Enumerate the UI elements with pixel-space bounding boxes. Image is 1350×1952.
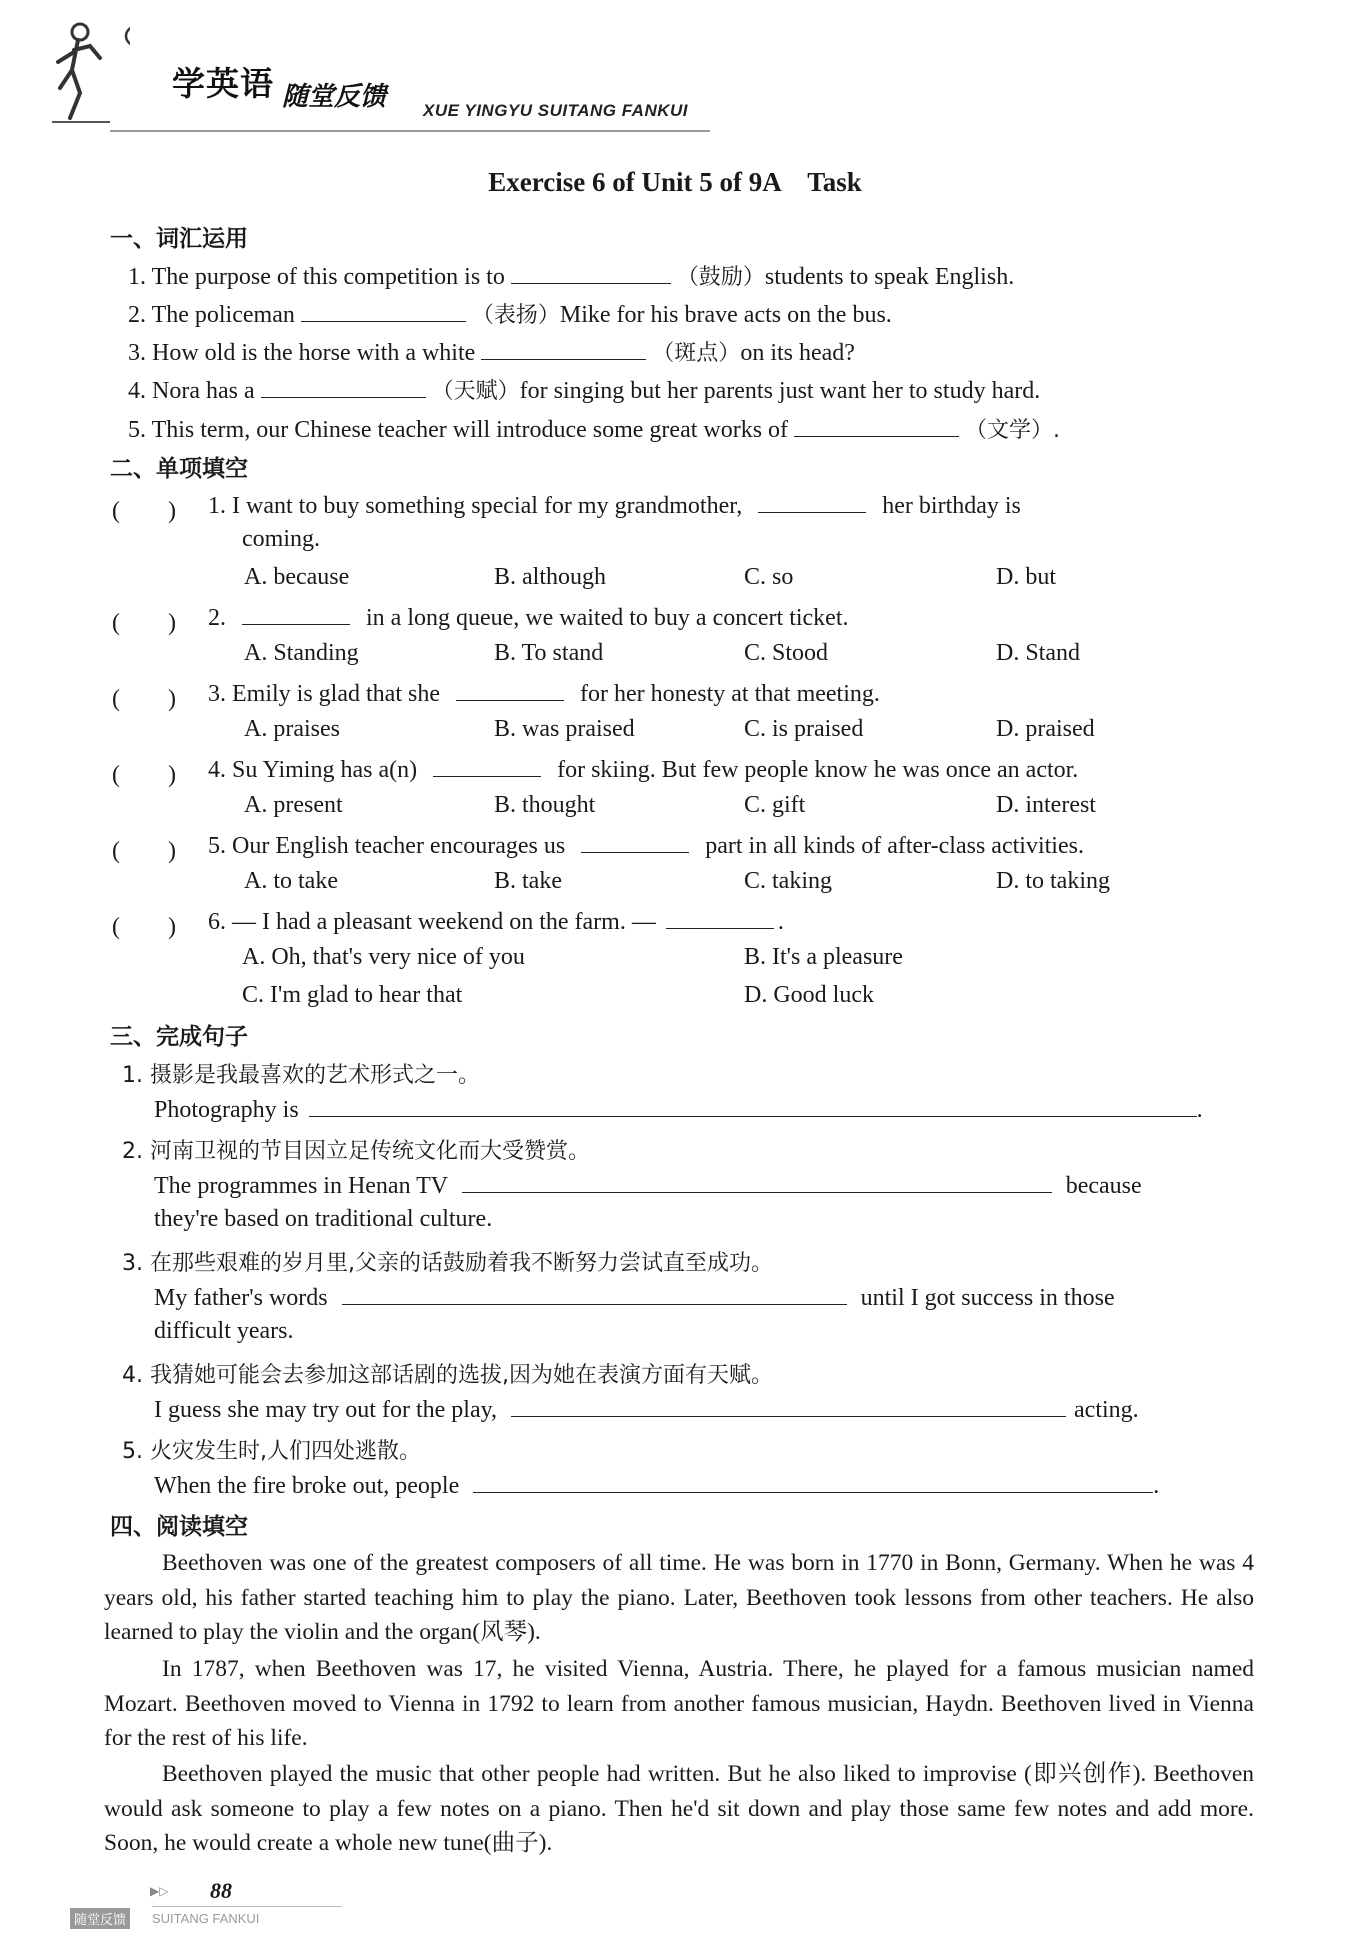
question-text: in a long queue, we waited to buy a concert ticket. — [366, 605, 849, 631]
header-divider — [110, 130, 710, 132]
answer-bracket[interactable]: ( ) — [112, 498, 176, 524]
sentence-text: because — [1065, 1173, 1142, 1199]
brand-subtitle-cn: 随堂反馈 — [282, 82, 387, 112]
sentence-text: My father's words — [154, 1285, 328, 1311]
question-text: 6. — I had a pleasant weekend on the farm. — — [208, 909, 656, 935]
sentence-line — [154, 1394, 1139, 1424]
reading-paragraph — [104, 1652, 1254, 1756]
paragraph-text: In 1787, when Beethoven was 17, he visited Vienna, Austria. There, he played for a famous musician named Mozart. Beethoven moved to Vienna in 1792 to learn from another famous musician, Haydn. Beethoven lived in Vienna for the rest of his life. — [104, 1656, 1254, 1751]
sentence-text: The programmes in Henan TV — [154, 1173, 448, 1199]
page-number: 88 — [210, 1878, 232, 1903]
question-text: 2. The policeman — [128, 302, 301, 328]
answer-blank — [581, 830, 689, 853]
footer-label: SUITANG FANKUI — [152, 1911, 260, 1926]
option-a: A. Standing — [244, 640, 359, 666]
answer-blank — [666, 906, 774, 929]
option-d: D. praised — [996, 716, 1095, 742]
question-text: for skiing. But few people know he was once an actor. — [557, 757, 1079, 783]
answer-bracket[interactable]: ( ) — [112, 686, 176, 712]
hint-text: （鼓励） — [676, 265, 765, 290]
sentence-line — [154, 1282, 1115, 1312]
footer-divider — [152, 1906, 342, 1907]
option-b: B. was praised — [494, 716, 635, 742]
chinese-prompt: 1. 摄影是我最喜欢的艺术形式之一。 — [122, 1063, 480, 1088]
question-text: 3. How old is the horse with a white — [128, 340, 482, 366]
answer-bracket[interactable]: ( ) — [112, 610, 176, 636]
chinese-prompt: 2. 河南卫视的节目因立足传统文化而大受赞赏。 — [122, 1139, 590, 1164]
sentence-text: . — [1196, 1097, 1203, 1123]
question-text: 5. Our English teacher encourages us — [208, 833, 566, 859]
answer-blank — [758, 490, 866, 513]
mcq-stem — [208, 830, 1084, 860]
option-b: B. take — [494, 868, 562, 894]
option-c: C. I'm glad to hear that — [242, 982, 463, 1008]
option-d: D. but — [996, 564, 1056, 590]
question-text: 4. Nora has a — [128, 378, 261, 404]
mcq-stem — [208, 906, 784, 936]
hint-text: （斑点） — [652, 341, 741, 366]
chinese-prompt: 4. 我猜她可能会去参加这部话剧的选拔,因为她在表演方面有天赋。 — [122, 1363, 773, 1388]
option-c: C. taking — [744, 868, 832, 894]
sentence-text: Photography is — [154, 1097, 299, 1123]
section-heading: 四、阅读填空 — [110, 1514, 248, 1540]
option-d: D. interest — [996, 792, 1096, 818]
question-text: for singing but her parents just want her to study hard. — [519, 378, 1041, 404]
page-title: Exercise 6 of Unit 5 of 9A Task — [488, 167, 862, 197]
question-text: 2. — [208, 605, 226, 631]
question-text: 1. The purpose of this competition is to — [128, 264, 511, 290]
question-text: part in all kinds of after-class activities. — [705, 833, 1084, 859]
vocab-item — [128, 260, 1014, 291]
sentence-text: I guess she may try out for the play, — [154, 1397, 498, 1423]
option-b: B. thought — [494, 792, 596, 818]
answer-bracket[interactable]: ( ) — [112, 762, 176, 788]
option-c: C. so — [744, 564, 794, 590]
option-b: B. It's a pleasure — [744, 944, 903, 970]
question-text: 3. Emily is glad that she — [208, 681, 440, 707]
chinese-prompt: 5. 火灾发生时,人们四处逃散。 — [122, 1439, 421, 1464]
sentence-text: acting. — [1074, 1397, 1139, 1423]
hint-text: （文学）. — [965, 418, 1061, 443]
option-a: A. present — [244, 792, 343, 818]
question-text: 1. I want to buy something special for my grandmother, — [208, 493, 743, 519]
option-b: B. To stand — [494, 640, 604, 666]
footer-badge: 随堂反馈 — [70, 1908, 130, 1929]
option-d: D. Stand — [996, 640, 1080, 666]
option-c: C. gift — [744, 792, 806, 818]
answer-blank — [242, 602, 350, 625]
vocab-item — [128, 374, 1040, 405]
question-text: students to speak English. — [764, 264, 1015, 290]
answer-blank[interactable] — [481, 337, 646, 360]
question-text: her birthday is — [882, 493, 1021, 519]
question-text: coming. — [242, 526, 320, 552]
section-heading: 一、词汇运用 — [110, 226, 248, 252]
option-a: A. Oh, that's very nice of you — [242, 944, 525, 970]
mcq-stem — [208, 602, 849, 632]
option-d: D. to taking — [996, 868, 1110, 894]
question-text: . — [777, 909, 784, 935]
option-a: A. because — [244, 564, 350, 590]
answer-blank[interactable] — [511, 261, 671, 284]
paragraph-text: Beethoven played the music that other people had written. But he also liked to improvise (即兴创作). Beethoven would ask someone to play a few notes on a piano. Then he'd sit down and play those same few notes and add more. Soon, he would create a whole new tune(曲子). — [104, 1761, 1254, 1856]
section-heading: 三、完成句子 — [110, 1024, 248, 1050]
answer-blank[interactable] — [794, 414, 959, 437]
answer-blank[interactable] — [473, 1470, 1153, 1493]
sentence-line — [154, 1470, 1159, 1500]
brand-title-en: XUE YINGYU SUITANG FANKUI — [423, 101, 689, 120]
question-text: on its head? — [740, 340, 855, 366]
sentence-text: difficult years. — [154, 1318, 294, 1344]
mcq-stem — [208, 490, 1021, 520]
reading-paragraph — [104, 1757, 1254, 1861]
hint-text: （天赋） — [431, 379, 520, 404]
answer-blank — [433, 754, 541, 777]
option-d: D. Good luck — [744, 982, 874, 1008]
answer-blank[interactable] — [342, 1282, 847, 1305]
paragraph-text: Beethoven was one of the greatest composers of all time. He was born in 1770 in Bonn, Germany. When he was 4 years old, his father started teaching him to play the piano. Later, Beethoven took lessons from other teachers. He also learned to play the violin and the organ(风琴). — [104, 1550, 1254, 1645]
option-c: C. Stood — [744, 640, 829, 666]
answer-blank[interactable] — [261, 375, 426, 398]
option-a: A. to take — [244, 868, 338, 894]
section-heading: 二、单项填空 — [110, 456, 248, 482]
sentence-text: they're based on traditional culture. — [154, 1206, 493, 1232]
option-b: B. although — [494, 564, 606, 590]
mcq-stem — [208, 678, 880, 708]
question-text: 4. Su Yiming has a(n) — [208, 757, 418, 783]
mcq-stem — [208, 754, 1078, 784]
question-text: 5. This term, our Chinese teacher will introduce some great works of — [128, 417, 795, 443]
answer-blank — [456, 678, 564, 701]
answer-blank[interactable] — [301, 299, 466, 322]
arrow-icon: ▶▷ — [150, 1884, 169, 1898]
vocab-item — [128, 413, 1060, 444]
answer-blank[interactable] — [309, 1094, 1197, 1117]
answer-blank[interactable] — [511, 1394, 1066, 1417]
option-c: C. is praised — [744, 716, 864, 742]
sentence-line — [154, 1094, 1203, 1124]
hint-text: （表扬） — [471, 303, 560, 328]
answer-blank[interactable] — [462, 1170, 1052, 1193]
sentence-text: When the fire broke out, people — [154, 1473, 460, 1499]
page-header — [50, 18, 690, 128]
sentence-line — [154, 1170, 1142, 1200]
vocab-item — [128, 298, 892, 329]
question-text: Mike for his brave acts on the bus. — [559, 302, 892, 328]
answer-bracket[interactable]: ( ) — [112, 838, 176, 864]
option-a: A. praises — [244, 716, 340, 742]
brand-title-cn: 学英语 — [172, 64, 274, 103]
reading-paragraph — [104, 1546, 1254, 1650]
answer-bracket[interactable]: ( ) — [112, 914, 176, 940]
chinese-prompt: 3. 在那些艰难的岁月里,父亲的话鼓励着我不断努力尝试直至成功。 — [122, 1251, 773, 1276]
page-footer — [60, 1878, 480, 1938]
question-text: for her honesty at that meeting. — [579, 681, 880, 707]
vocab-item — [128, 336, 855, 367]
sentence-text: until I got success in those — [860, 1285, 1115, 1311]
runner-logo-icon — [50, 18, 130, 128]
sentence-text: . — [1153, 1473, 1160, 1499]
